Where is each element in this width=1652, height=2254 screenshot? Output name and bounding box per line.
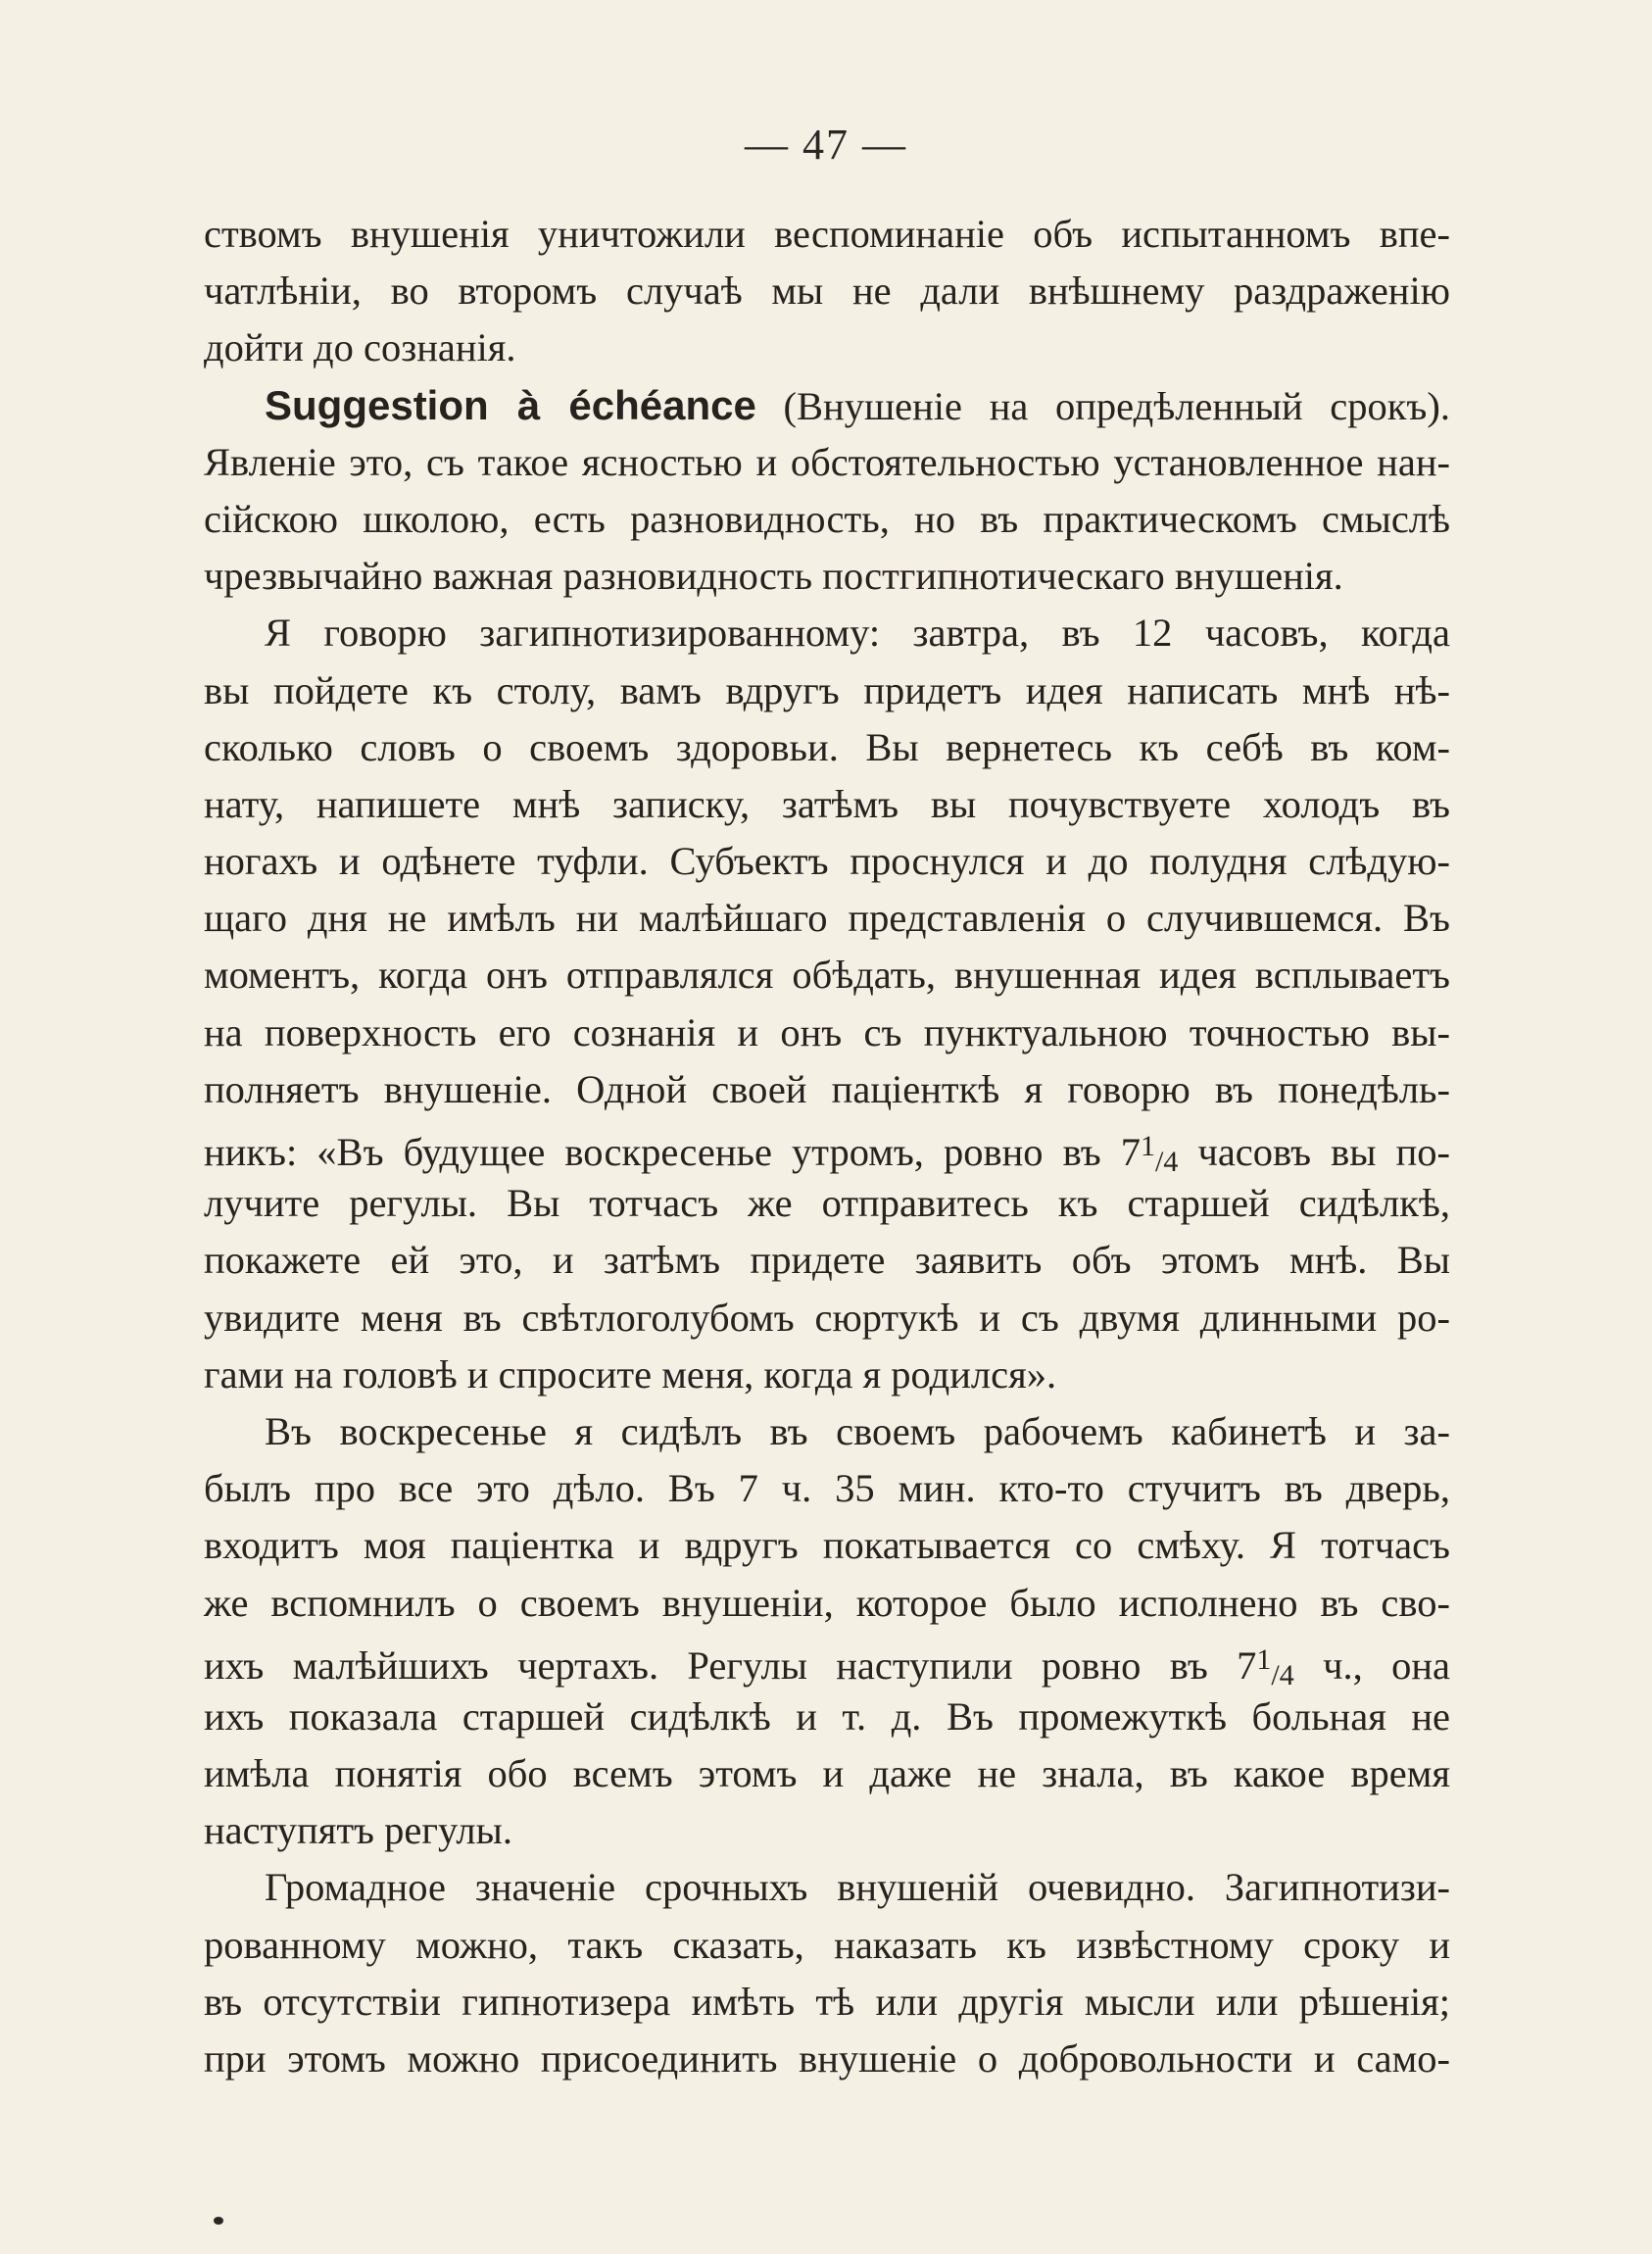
text-line: входитъ моя паціентка и вдругъ покатывается со смѣху. Я тотчасъ bbox=[204, 1523, 1450, 1568]
text-line: нату, напишете мнѣ записку, затѣмъ вы почувствуете холодъ въ bbox=[204, 781, 1450, 826]
text-line: сійскою школою, есть разновидность, но въ практическомъ смыслѣ bbox=[204, 496, 1450, 541]
fraction-denominator: /4 bbox=[1155, 1146, 1179, 1178]
text-line: Явленіе это, съ такое ясностью и обстоятельностью установленное нан- bbox=[204, 439, 1450, 484]
text-line: былъ про все это дѣло. Въ 7 ч. 35 мин. кто-то стучитъ въ дверь, bbox=[204, 1466, 1450, 1511]
paragraph-group-2 bbox=[204, 1175, 1450, 1632]
paragraph-continuation bbox=[204, 206, 1450, 377]
text-run: часовъ вы по- bbox=[1178, 1130, 1450, 1174]
text-line: Громадное значеніе срочныхъ внушеній очевидно. Загипнотизи- bbox=[265, 1865, 1450, 1910]
text-line: ствомъ внушенія уничтожили веспоминаніе объ испытанномъ впе- bbox=[204, 212, 1450, 256]
text-line: Я говорю загипнотизированному: завтра, въ 12 часовъ, когда bbox=[265, 611, 1450, 656]
section-heading-line bbox=[204, 377, 1450, 434]
text-line: на поверхность его сознанія и онъ съ пунктуальною точностью вы- bbox=[204, 1009, 1450, 1054]
fraction-line-2 bbox=[204, 1632, 1450, 1689]
page-number: — 47 — bbox=[745, 121, 907, 169]
text-line: сколько словъ о своемъ здоровьи. Вы вернетесь къ себѣ въ ком- bbox=[204, 724, 1450, 769]
text-line: чатлѣніи, во второмъ случаѣ мы не дали внѣшнему раздраженію bbox=[204, 269, 1450, 314]
text-line: щаго дня не имѣлъ ни малѣйшаго представленія о случившемся. Въ bbox=[204, 896, 1450, 941]
fraction-numerator: 1 bbox=[1256, 1642, 1272, 1676]
text-line: же вспомнилъ о своемъ внушеніи, которое было исполнено въ сво- bbox=[204, 1580, 1450, 1625]
text-line: дойти до сознанія. bbox=[204, 325, 516, 370]
body-text bbox=[204, 206, 1450, 2087]
text-line: покажете ей это, и затѣмъ придете заявить объ этомъ мнѣ. Вы bbox=[204, 1238, 1450, 1283]
text-run: никъ: «Въ будущее воскресенье утромъ, ровно въ 7 bbox=[204, 1130, 1142, 1174]
ink-speck bbox=[214, 2217, 223, 2225]
text-line: наступятъ регулы. bbox=[204, 1808, 512, 1853]
paragraph-group-3 bbox=[204, 1689, 1450, 2087]
text-line: имѣла понятія обо всемъ этомъ и даже не знала, въ какое время bbox=[204, 1751, 1450, 1796]
fraction-line-1 bbox=[204, 1118, 1450, 1178]
text-line: полняетъ внушеніе. Одной своей паціенткѣ я говорю въ понедѣль- bbox=[204, 1066, 1450, 1111]
text-line: лучите регулы. Вы тотчасъ же отправитесь къ старшей сидѣлкѣ, bbox=[204, 1181, 1450, 1226]
heading-term: Suggestion à échéance bbox=[265, 381, 756, 428]
fraction-denominator: /4 bbox=[1271, 1658, 1294, 1691]
text-run: ихъ малѣйшихъ чертахъ. Регулы наступили ровно въ 7 bbox=[204, 1642, 1257, 1688]
heading-rest: (Внушеніе на опредѣленный срокъ). bbox=[755, 383, 1450, 428]
text-line: гами на головѣ и спросите меня, когда я родился». bbox=[204, 1351, 1057, 1396]
text-line: Въ воскресенье я сидѣлъ въ своемъ рабочемъ кабинетѣ и за- bbox=[265, 1408, 1450, 1453]
text-line: вы пойдете къ столу, вамъ вдругъ придетъ идея написать мнѣ нѣ- bbox=[204, 667, 1450, 712]
text-line: ногахъ и одѣнете туфли. Субъектъ проснулся и до полудня слѣдую- bbox=[204, 839, 1450, 884]
paragraph-group-1 bbox=[204, 434, 1450, 1118]
text-line: рованному можно, такъ сказать, наказать къ извѣстному сроку и bbox=[204, 1922, 1450, 1967]
fraction-numerator: 1 bbox=[1141, 1130, 1156, 1162]
text-run: ч., она bbox=[1293, 1642, 1450, 1688]
text-line: чрезвычайно важная разновидность постгипнотическаго внушенія. bbox=[204, 554, 1343, 599]
text-line: моментъ, когда онъ отправлялся обѣдать, внушенная идея всплываетъ bbox=[204, 953, 1450, 998]
text-line: увидите меня въ свѣтлоголубомъ сюртукѣ и съ двумя длинными ро- bbox=[204, 1295, 1450, 1340]
text-line: въ отсутствіи гипнотизера имѣть тѣ или другія мысли или рѣшенія; bbox=[204, 1979, 1450, 2024]
text-line: при этомъ можно присоединить внушеніе о добровольности и само- bbox=[204, 2036, 1450, 2081]
text-line: ихъ показала старшей сидѣлкѣ и т. д. Въ промежуткѣ больная не bbox=[204, 1693, 1450, 1739]
